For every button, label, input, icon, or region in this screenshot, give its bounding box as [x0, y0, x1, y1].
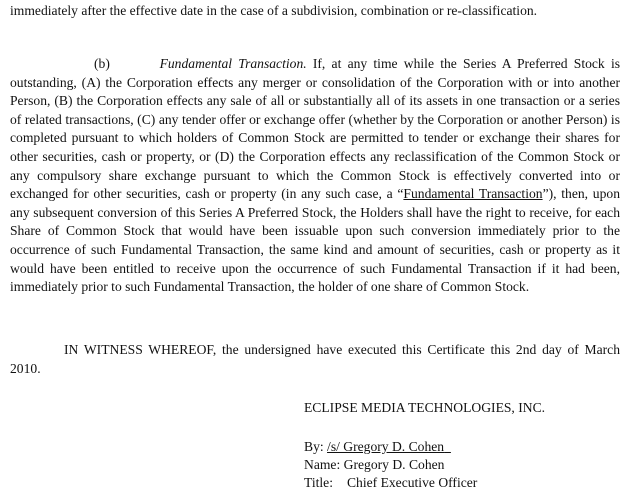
signature-company-name: ECLIPSE MEDIA TECHNOLOGIES, INC.: [304, 400, 546, 415]
title-value: Chief Executive Officer: [346, 475, 478, 490]
signature-title-line: [304, 474, 477, 492]
signature-name-line: [304, 456, 444, 474]
section-heading: Fundamental Transaction.: [159, 56, 307, 71]
paragraph-subdivision-tail: [10, 2, 620, 21]
defined-term: Fundamental Transaction: [403, 186, 543, 202]
signature-by-line: [304, 438, 451, 456]
fundamental-transaction-text-start: If, at any time while the Series A Preferred Stock is outstanding, (A) the Corporation effects any merger or consolidation of the Corporation with or into another Person, (B) the Corporation effects any sale of all or substantially all of its assets in one transaction or a series of related transactions, (C) any tender offer or exchange offer (whether by the Corporation or another Person) is completed pursuant to which holders of Common Stock are permitted to tender or exchange their shares for other securities, cash or property, or (D) the Corporation effects any reclassification of the Common Stock or any compulsory share exchange pursuant to which the Common Stock is effectively converted into or exchanged for other securities, cash or property (in any such case, a “: [10, 56, 621, 202]
name-label: Name:: [304, 457, 341, 472]
fundamental-transaction-text-end: ”), then, upon any subsequent conversion of this Series A Preferred Stock, the Holders shall have the right to receive, for each Share of Common Stock that would have been issuable upon such conversion immediately prior to the occurrence of such Fundamental Transaction, the same kind and amount of securities, cash or property as it would have been entitled to receive upon the occurrence of such Fundamental Transaction if it had been, immediately prior to such Fundamental Transaction, the holder of one share of Common Stock.: [10, 186, 620, 295]
in-witness-text: IN WITNESS WHEREOF, the undersigned have executed this Certificate this 2nd day of March 2010.: [10, 342, 620, 376]
paragraph-fundamental-transaction: [10, 55, 620, 297]
signature-underline: [444, 439, 451, 454]
paragraph-in-witness: [10, 341, 620, 378]
name-value: Gregory D. Cohen: [343, 457, 445, 472]
section-number: (b): [94, 56, 110, 71]
electronic-signature: /s/ Gregory D. Cohen: [327, 439, 445, 454]
by-label: By:: [304, 439, 324, 454]
title-label: Title:: [304, 475, 333, 490]
paragraph-subdivision-text: immediately after the effective date in the case of a subdivision, combination or re-classification.: [10, 3, 538, 18]
